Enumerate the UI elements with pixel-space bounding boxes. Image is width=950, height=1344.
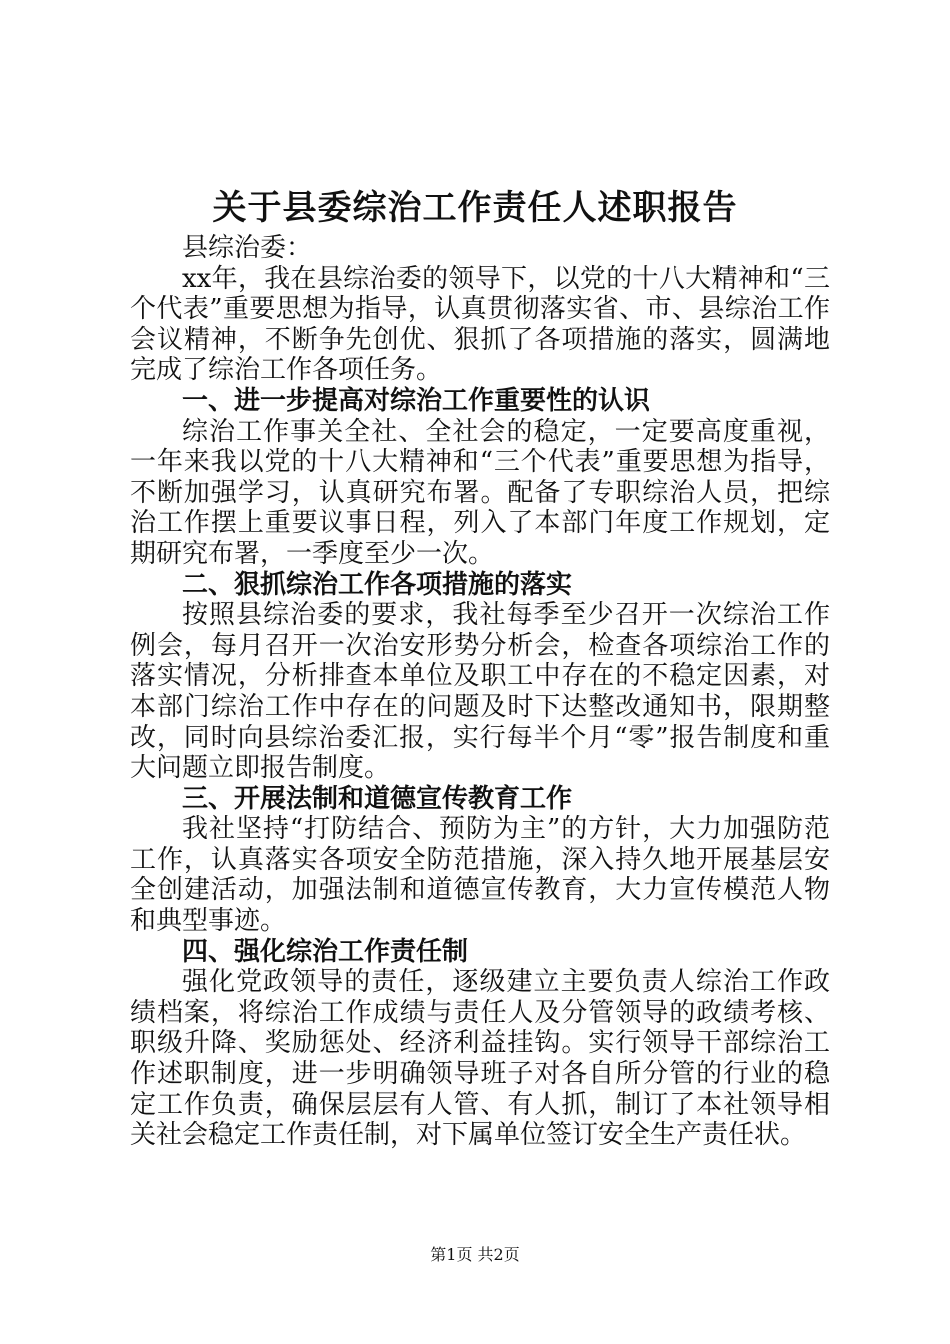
section-paragraph: 我社坚持“打防结合、预防为主”的方针，大力加强防范工作，认真落实各项安全防范措施，深入持久地开展基层安全创建活动，加强法制和道德宣传教育，大力宣传模范人物和典型事迹。: [130, 814, 830, 937]
section-heading: 二、狠抓综治工作各项措施的落实: [182, 569, 573, 600]
section-paragraph: 强化党政领导的责任，逐级建立主要负责人综治工作政绩档案，将综治工作成绩与责任人及分管领导的政绩考核、职级升降、奖励惩处、经济利益挂钩。实行领导干部综治工作述职制度，进一步明确领导班子对各自所分管的行业的稳定工作负责，确保层层有人管、有人抓，制订了本社领导相关社会稳定工作责任制，对下属单位签订安全生产责任状。: [130, 967, 830, 1151]
salutation: 县综治委：: [182, 233, 313, 263]
page-footer: 第1页 共2页: [430, 1245, 520, 1264]
section-paragraph: 综治工作事关全社、全社会的稳定，一定要高度重视，一年来我以党的十八大精神和“三个代表”重要思想为指导，不断加强学习，认真研究布署。配备了专职综治人员，把综治工作摆上重要议事日程，列入了本部门年度工作规划，定期研究布署，一季度至少一次。: [130, 416, 830, 569]
section-heading: 四、强化综治工作责任制: [182, 936, 469, 967]
document-body: [130, 233, 830, 1151]
section-heading: 一、进一步提高对综治工作重要性的认识: [182, 385, 651, 416]
intro-paragraph: xx年，我在县综治委的领导下，以党的十八大精神和“三个代表”重要思想为指导，认真贯彻落实省、市、县综治工作会议精神，不断争先创优、狠抓了各项措施的落实，圆满地完成了综治工作各项任务。: [130, 263, 830, 386]
section-heading: 三、开展法制和道德宣传教育工作: [182, 783, 573, 814]
section-paragraph: 按照县综治委的要求，我社每季至少召开一次综治工作例会，每月召开一次治安形势分析会，检查各项综治工作的落实情况，分析排查本单位及职工中存在的不稳定因素，对本部门综治工作中存在的问题及时下达整改通知书，限期整改，同时向县综治委汇报，实行每半个月“零”报告制度和重大问题立即报告制度。: [130, 600, 830, 784]
document-title: 关于县委综治工作责任人述职报告: [212, 188, 738, 228]
